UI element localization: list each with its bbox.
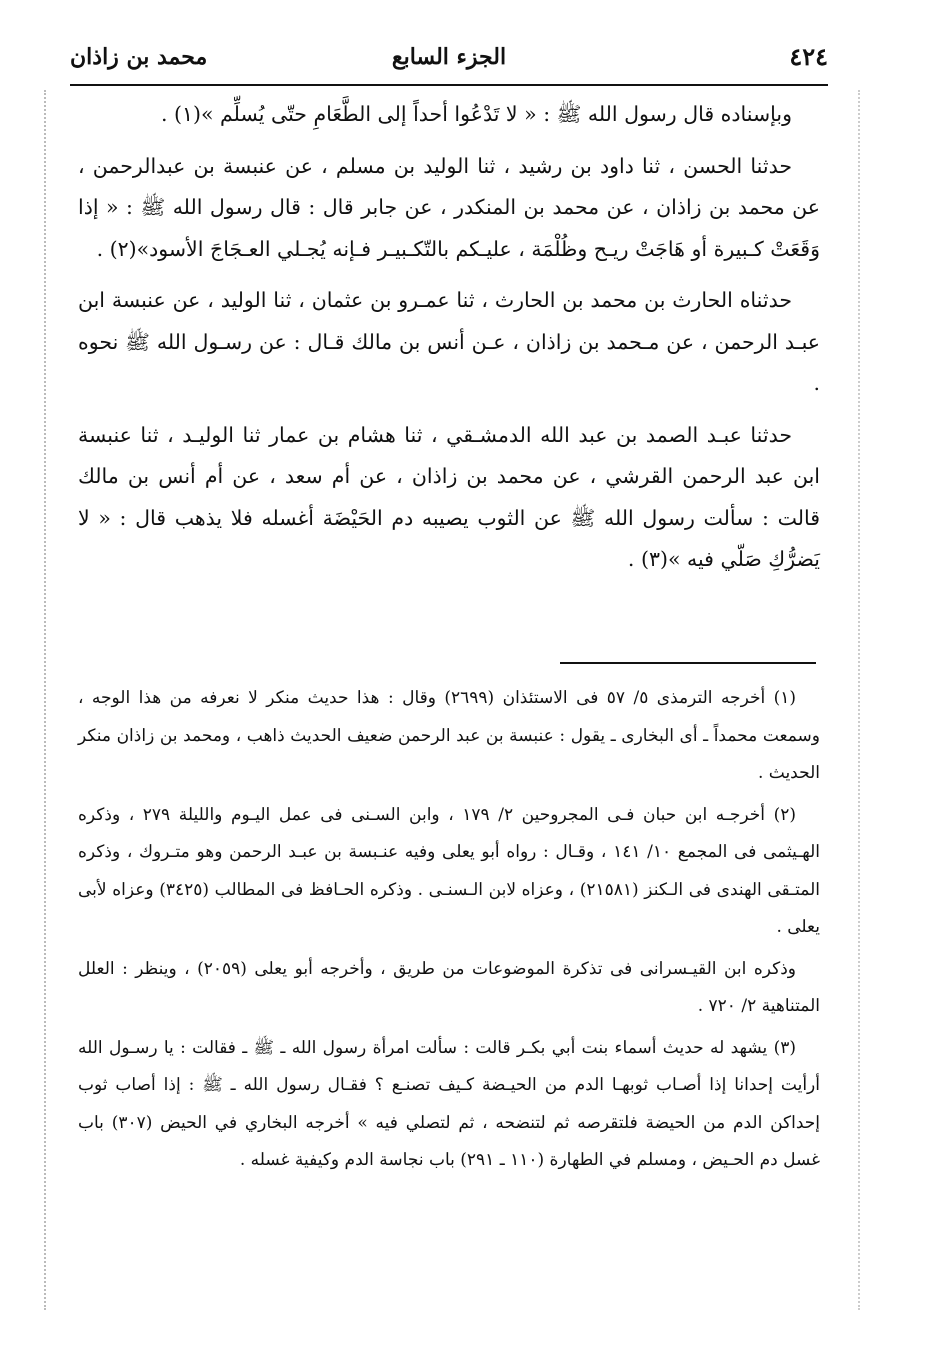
chapter-name: محمد بن زاذان xyxy=(70,44,208,70)
footnote-2: (٢) أخرجـه ابن حبان فـى المجروحين ٢/ ١٧٩ ، وابن السـنى فى عمل اليـوم والليلة ٢٧٩ ، وذكره الهـيثمى فى المجمع ١٠/ ١٤١ ، وقـال : رواه أبو يعلى وفيه عنـبسة بن عبـد الرحمن وهو متـروك ، وذكره المتـقى الهندى فى الـكنز (٢١٥٨١) ، وعزاه لابن الـسنـى . وذكره الحـافظ فى المطالب (٣٤٢٥) وعزاه لأبى يعلى . xyxy=(78,804,820,937)
footnote-separator xyxy=(560,662,816,664)
scan-edge-left xyxy=(44,90,46,1310)
paragraph-3: حدثناه الحارث بن محمد بن الحارث ، ثنا عمـرو بن عثمان ، ثنا الوليد ، عن عنبسة ابن عبـد الرحمن ، عن مـحمد بن زاذان ، عـن أنس بن مالك قـال : عن رسـول الله ﷺ نحوه . xyxy=(78,288,820,395)
main-text xyxy=(78,94,820,591)
footnote-3: (٣) يشهد له حديث أسماء بنت أبي بكـر قالت : سألت امرأة رسول الله ـ ﷺ ـ فقالت : يا رسـول الله أرأيت إحدانا إذا أصـاب ثوبهـا الدم من الحيـضة كـيف تصنـع ؟ فقـال رسول الله ـ ﷺ : إذا أصاب ثوب إحداكن الدم من الحيضة فلتقرصه ثم لتنضحه ، ثم لتصلي فيه » أخرجه البخاري في الحيض (٣٠٧) باب غسل دم الحـيض ، ومسلم في الطهارة (١١٠ ـ ٢٩١) باب نجاسة الدم وكيفية غسله . xyxy=(78,1037,821,1170)
footnotes xyxy=(78,680,820,1184)
paragraph-2: حدثنا الحسن ، ثنا داود بن رشيد ، ثنا الوليد بن مسلم ، عن عنبسة بن عبدالرحمن ، عن محمد بن زاذان ، عن محمد بن المنكدر ، عن جابر قال : قال رسول الله ﷺ : « إذا وَقَعَتْ كـبيرة أو هَاجَتْ ريـح وظُلْمَة ، عليـكم بالتّكـبيـر فـإنه يُجـلي العـجَاجَ الأسود»(٢) . xyxy=(78,153,820,261)
part-title: الجزء السابع xyxy=(391,44,507,70)
scan-edge-right xyxy=(858,90,860,1310)
header-rule xyxy=(70,84,828,86)
page-number: ٤٢٤ xyxy=(789,42,828,71)
running-header xyxy=(70,38,828,78)
footnote-1: (١) أخرجه الترمذى ٥/ ٥٧ فى الاستئذان (٢٦٩٩) وقال : هذا حديث منكر لا نعرفه من هذا الوجه ، وسمعت محمداً ـ أى البخارى ـ يقول : عنبسة بن عبد الرحمن ضعيف الحديث ذاهب ، ومحمد بن زاذان منكر الحديث . xyxy=(78,688,820,783)
paragraph-4: حدثنا عبـد الصمد بن عبد الله الدمشـقي ، ثنا هشام بن عمار ثنا الوليـد ، ثنا عنبسة ابن عبد الرحمن القرشي ، عن محمد بن زاذان ، عن أم سعد ، عن أم أنس بن مالك قالت : سألت رسول الله ﷺ عن الثوب يصيبه دم الحَيْضَة أغسله فلا يذهب قال : « لا يَضرُّكِ صَلّي فيه »(٣) . xyxy=(78,422,820,571)
paragraph-1: وبإسناده قال رسول الله ﷺ : « لا تَدْعُوا أحداً إلى الطَّعَامِ حتّى يُسلِّم »(١) . xyxy=(160,102,792,126)
footnote-2-continued: وذكره ابن القيـسرانى فى تذكرة الموضوعات من طريق ، وأخرجه أبو يعلى (٢٠٥٩) ، وينظر : العلل المتناهية ٢/ ٧٢٠ . xyxy=(78,958,820,1016)
